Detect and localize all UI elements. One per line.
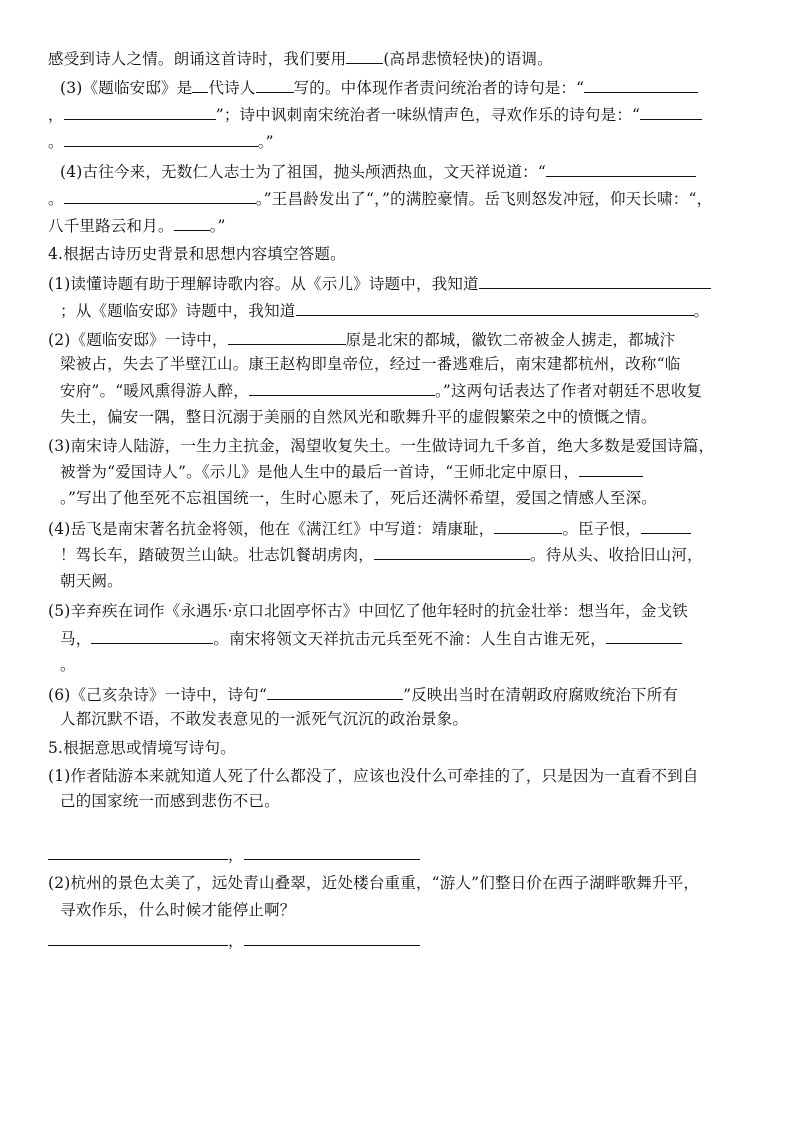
blank[interactable]	[256, 76, 294, 93]
text: 写的。中体现作者责问统治者的诗句是：“	[293, 79, 585, 97]
text: 4.根据古诗历史背景和思想内容填空答题。	[48, 245, 346, 263]
blank[interactable]	[267, 683, 403, 700]
text: 5.根据意思或情境写诗句。	[48, 739, 236, 757]
text: (6)《己亥杂诗》一诗中，诗句“	[48, 686, 268, 704]
text: (2)杭州的景色太美了，远处青山叠翠，近处楼台重重，“游人”们整日价在西子湖畔歌舞升平，	[48, 874, 700, 892]
q4-2-line3	[60, 379, 702, 402]
q5-1-line1	[48, 765, 699, 787]
q4-3-line2	[60, 460, 643, 483]
blank[interactable]	[640, 103, 702, 120]
q5-1-answer-line	[48, 843, 420, 866]
blank[interactable]	[479, 272, 711, 289]
text: (4)岳飞是南宋著名抗金将领，他在《满江红》中写道：靖康耻，	[48, 520, 495, 538]
text: (3)南宋诗人陆游，一生力主抗金，渴望收复失土。一生做诗词九千多首，绝大多数是爱国诗篇，	[48, 437, 715, 455]
blank[interactable]	[64, 187, 256, 204]
text: 失土，偏安一隅，整日沉溺于美丽的自然风光和歌舞升平的虚假繁荣之中的愤慨之情。	[60, 408, 657, 426]
q3-3-line2	[48, 103, 702, 126]
text: ”反映出当时在清朝政府腐败统治下所有	[403, 686, 679, 704]
text: ，	[228, 932, 244, 950]
text: 代诗人	[208, 79, 256, 97]
text: 。”写出了他至死不忘祖国统一，生时心愿未了，死后还满怀希望，爱国之情感人至深。	[60, 489, 657, 507]
blank[interactable]	[296, 299, 694, 316]
blank[interactable]	[192, 76, 208, 93]
text: (1)读懂诗题有助于理解诗歌内容。从《示儿》诗题中，我知道	[48, 275, 479, 293]
text: 。”这两句话表达了作者对朝廷不思收复	[434, 382, 703, 400]
text: (5)辛弃疾在词作《永遇乐·京口北固亭怀古》中回忆了他年轻时的抗金壮举：想当年，金戈铁	[48, 602, 688, 620]
q4-4-line2	[60, 543, 703, 566]
text: (高昂悲愤轻快)的语调。	[383, 50, 553, 68]
text: 。	[60, 656, 76, 674]
text: (1)作者陆游本来就知道人死了什么都没了，应该也没什么可牵挂的了，只是因为一直看不到自	[48, 767, 699, 785]
q3-4-line1	[60, 160, 696, 183]
q4-1-line1	[48, 272, 711, 295]
blank[interactable]	[249, 379, 435, 396]
q3-3-line3	[48, 130, 274, 153]
q5-2-line1	[48, 872, 699, 894]
text: ，	[228, 846, 244, 864]
text: ！驾长车，踏破贺兰山缺。壮志饥餐胡虏肉，	[60, 546, 375, 564]
q4-2-line1	[48, 328, 675, 351]
blank[interactable]	[641, 517, 691, 534]
text: 马，	[60, 630, 92, 648]
question-4-title	[48, 243, 346, 265]
blank[interactable]	[346, 47, 383, 64]
text: 。待从头、收拾旧山河，	[530, 546, 703, 564]
answer-blank-1[interactable]	[48, 843, 228, 860]
text: 安府”。“暖风熏得游人醉，	[60, 382, 249, 400]
q4-5-line3	[60, 654, 76, 676]
text: 。南宋将领文天祥抗击元兵至死不渝：人生自古谁无死，	[213, 630, 606, 648]
blank[interactable]	[91, 627, 213, 644]
text: 朝天阙。	[60, 572, 123, 590]
blank[interactable]	[494, 517, 562, 534]
question-5-title	[48, 737, 236, 759]
text: 。臣子恨，	[562, 520, 641, 538]
text: (3)《题临安邸》是	[60, 79, 193, 97]
q3-4-line3	[48, 214, 226, 237]
blank[interactable]	[546, 160, 696, 177]
text: 寻欢作乐，什么时候才能停止啊？	[60, 901, 296, 919]
text: 。	[693, 302, 710, 320]
text: 己的国家统一而感到悲伤不已。	[60, 792, 280, 810]
q4-6-line1	[48, 683, 678, 706]
blank[interactable]	[374, 543, 530, 560]
blank[interactable]	[584, 76, 698, 93]
text: (2)《题临安邸》一诗中，	[48, 331, 228, 349]
answer-blank-2[interactable]	[244, 843, 420, 860]
blank[interactable]	[606, 627, 682, 644]
blank[interactable]	[64, 130, 258, 147]
q3-4-line2	[48, 187, 712, 210]
q4-6-line2	[60, 708, 468, 730]
q4-4-line1	[48, 517, 691, 540]
text: 被誉为“爱国诗人”。《示儿》是他人生中的最后一首诗，“王师北定中原日，	[60, 463, 580, 481]
blank[interactable]	[174, 214, 210, 231]
text: 梁被占，失去了半壁江山。康王赵构即皇帝位，经过一番逃难后，南宋建都杭州，改称“临	[60, 355, 681, 373]
blank[interactable]	[228, 328, 346, 345]
q4-3-line3	[60, 487, 657, 509]
q4-1-line2	[60, 299, 709, 322]
text: 感受到诗人之情。朗诵这首诗时，我们要用	[48, 50, 347, 68]
q4-2-line2	[60, 353, 680, 375]
text: ，	[48, 106, 64, 124]
text: 原是北宋的都城，徽钦二帝被金人掳走，都城汴	[345, 331, 676, 349]
text: 。	[48, 190, 64, 208]
q4-4-line3	[60, 570, 123, 592]
q5-1-line2	[60, 790, 280, 812]
text: 。”	[209, 217, 226, 235]
answer-blank-1[interactable]	[48, 929, 228, 946]
text: 八千里路云和月。	[48, 217, 174, 235]
line-intro	[48, 47, 553, 70]
text: 。	[48, 133, 64, 151]
q4-2-line4	[60, 406, 657, 428]
text: (4)古往今来，无数仁人志士为了祖国，抛头颅洒热血，文天祥说道：“	[60, 163, 546, 181]
q4-5-line1	[48, 600, 688, 622]
q5-2-line2	[60, 899, 296, 921]
q5-2-answer-line	[48, 929, 420, 952]
q4-5-line2	[60, 627, 682, 650]
text: ；从《题临安邸》诗题中，我知道	[60, 302, 296, 320]
answer-blank-2[interactable]	[244, 929, 420, 946]
text: 。”	[257, 133, 274, 151]
q4-3-line1	[48, 435, 714, 457]
text: 。”王昌龄发出了“，”的满腔豪情。岳飞则怒发冲冠，仰天长啸：“，	[255, 190, 713, 208]
blank[interactable]	[579, 460, 643, 477]
text: 人都沉默不语，不敢发表意见的一派死气沉沉的政治景象。	[60, 710, 469, 728]
q3-3-line1	[60, 76, 698, 99]
blank[interactable]	[64, 103, 216, 120]
text: ”；诗中讽刺南宋统治者一味纵情声色，寻欢作乐的诗句是：“	[215, 106, 641, 124]
